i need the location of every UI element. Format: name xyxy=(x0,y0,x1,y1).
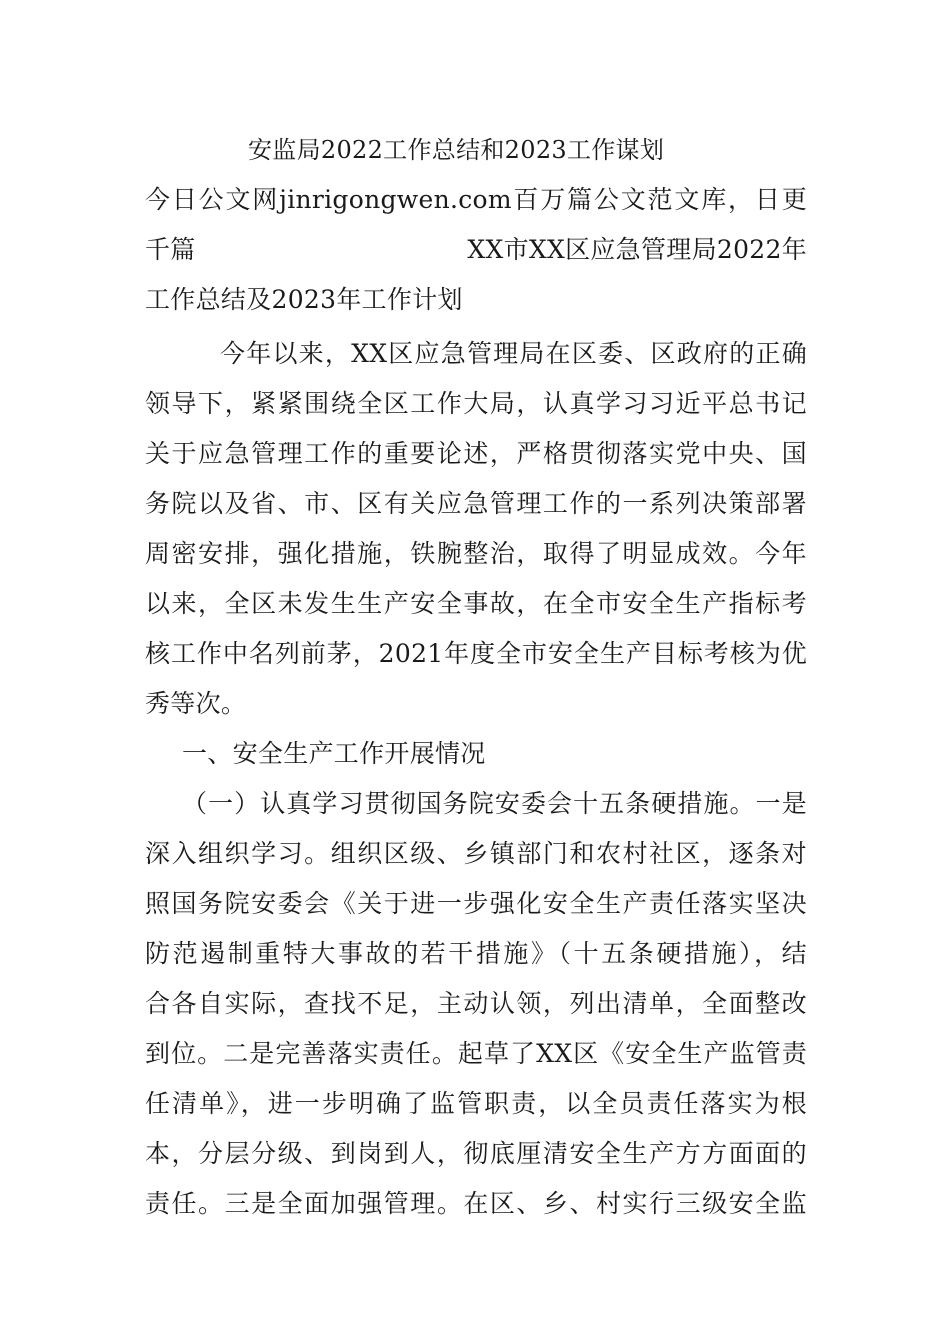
paragraph-line: 今年以来，XX区应急管理局在区委、区政府的正确 xyxy=(220,339,807,368)
document-heading-continued: 工作总结及2023年工作计划 xyxy=(145,285,463,314)
paragraph-line: 任清单》，进一步明确了监管职责，以全员责任落实为根 xyxy=(145,1089,807,1118)
paragraph-line: 核工作中名列前茅，2021年度全市安全生产目标考核为优 xyxy=(145,639,807,668)
source-line-continued: 千篇 xyxy=(145,235,196,264)
paragraph-line: （一）认真学习贯彻国务院安委会十五条硬措施。一是 xyxy=(182,789,807,818)
source-line: 今日公文网jinrigongwen.com百万篇公文范文库，日更 xyxy=(145,185,807,214)
paragraph-line: 领导下，紧紧围绕全区工作大局，认真学习习近平总书记 xyxy=(145,389,807,418)
paragraph-line: 以来，全区未发生生产安全事故，在全市安全生产指标考 xyxy=(145,589,807,618)
section-heading: 一、安全生产工作开展情况 xyxy=(182,739,486,768)
paragraph-line: 深入组织学习。组织区级、乡镇部门和农村社区，逐条对 xyxy=(145,839,807,868)
paragraph-line: 照国务院安委会《关于进一步强化安全生产责任落实坚决 xyxy=(145,889,807,918)
document-title: 安监局2022工作总结和2023工作谋划 xyxy=(248,136,665,164)
source-heading-line xyxy=(145,233,807,267)
paragraph-line: 到位。二是完善落实责任。起草了XX区《安全生产监管责 xyxy=(145,1039,807,1068)
document-heading: XX市XX区应急管理局2022年 xyxy=(467,235,807,264)
paragraph-line: 本，分层分级、到岗到人，彻底厘清安全生产方方面面的 xyxy=(145,1139,807,1168)
paragraph-line: 合各自实际，查找不足，主动认领，列出清单，全面整改 xyxy=(145,989,807,1018)
paragraph-line: 关于应急管理工作的重要论述，严格贯彻落实党中央、国 xyxy=(145,439,807,468)
paragraph-line: 防范遏制重特大事故的若干措施》（十五条硬措施），结 xyxy=(145,939,807,968)
paragraph-line: 务院以及省、市、区有关应急管理工作的一系列决策部署 xyxy=(145,489,807,518)
paragraph-line: 责任。三是全面加强管理。在区、乡、村实行三级安全监 xyxy=(145,1189,807,1218)
paragraph-line: 秀等次。 xyxy=(145,689,247,718)
paragraph-line: 周密安排，强化措施，铁腕整治，取得了明显成效。今年 xyxy=(145,539,807,568)
